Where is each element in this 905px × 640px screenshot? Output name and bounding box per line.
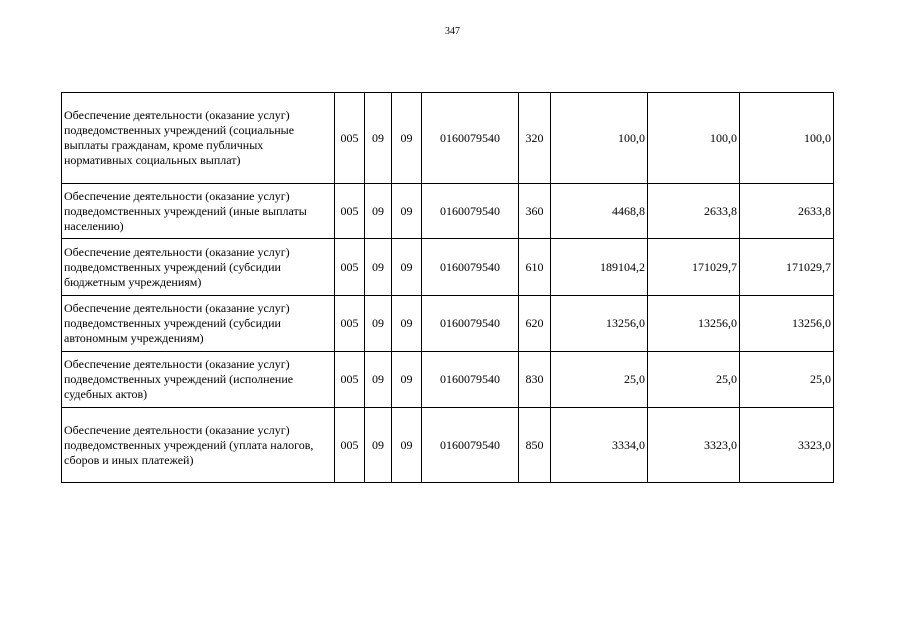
amount-cell-2: 171029,7 bbox=[648, 239, 740, 296]
expense-type-cell: 610 bbox=[519, 239, 551, 296]
target-code-cell: 0160079540 bbox=[422, 296, 519, 352]
page-number: 347 bbox=[445, 26, 460, 37]
admin-code-cell: 005 bbox=[335, 352, 365, 408]
table-row bbox=[62, 352, 834, 408]
table-row bbox=[62, 184, 834, 239]
amount-cell-2: 100,0 bbox=[648, 93, 740, 184]
amount-cell-3: 3323,0 bbox=[740, 408, 834, 483]
table-row bbox=[62, 93, 834, 184]
target-code-cell: 0160079540 bbox=[422, 239, 519, 296]
subsection-code-cell: 09 bbox=[392, 352, 422, 408]
admin-code-cell: 005 bbox=[335, 296, 365, 352]
section-code-cell: 09 bbox=[365, 93, 392, 184]
subsection-code-cell: 09 bbox=[392, 296, 422, 352]
table-row bbox=[62, 296, 834, 352]
amount-cell-1: 25,0 bbox=[551, 352, 648, 408]
amount-cell-3: 171029,7 bbox=[740, 239, 834, 296]
expense-name-cell: Обеспечение деятельности (оказание услуг) подведомственных учреждений (субсидии автономным учреждениям) bbox=[62, 296, 335, 352]
target-code-cell: 0160079540 bbox=[422, 184, 519, 239]
subsection-code-cell: 09 bbox=[392, 408, 422, 483]
admin-code-cell: 005 bbox=[335, 239, 365, 296]
expense-name-cell: Обеспечение деятельности (оказание услуг) подведомственных учреждений (иные выплаты населению) bbox=[62, 184, 335, 239]
expense-type-cell: 620 bbox=[519, 296, 551, 352]
section-code-cell: 09 bbox=[365, 184, 392, 239]
amount-cell-2: 25,0 bbox=[648, 352, 740, 408]
section-code-cell: 09 bbox=[365, 296, 392, 352]
subsection-code-cell: 09 bbox=[392, 93, 422, 184]
amount-cell-2: 13256,0 bbox=[648, 296, 740, 352]
expense-type-cell: 320 bbox=[519, 93, 551, 184]
admin-code-cell: 005 bbox=[335, 408, 365, 483]
expense-type-cell: 830 bbox=[519, 352, 551, 408]
expense-name-cell: Обеспечение деятельности (оказание услуг) подведомственных учреждений (социальные выплаты гражданам, кроме публичных нормативных социальных выплат) bbox=[62, 93, 335, 184]
amount-cell-1: 100,0 bbox=[551, 93, 648, 184]
budget-table bbox=[61, 92, 834, 483]
table-row bbox=[62, 239, 834, 296]
amount-cell-1: 13256,0 bbox=[551, 296, 648, 352]
target-code-cell: 0160079540 bbox=[422, 408, 519, 483]
amount-cell-1: 4468,8 bbox=[551, 184, 648, 239]
amount-cell-1: 189104,2 bbox=[551, 239, 648, 296]
expense-name-cell: Обеспечение деятельности (оказание услуг) подведомственных учреждений (исполнение судебных актов) bbox=[62, 352, 335, 408]
admin-code-cell: 005 bbox=[335, 184, 365, 239]
subsection-code-cell: 09 bbox=[392, 184, 422, 239]
amount-cell-2: 3323,0 bbox=[648, 408, 740, 483]
section-code-cell: 09 bbox=[365, 352, 392, 408]
target-code-cell: 0160079540 bbox=[422, 352, 519, 408]
expense-name-cell: Обеспечение деятельности (оказание услуг) подведомственных учреждений (уплата налогов, сборов и иных платежей) bbox=[62, 408, 335, 483]
amount-cell-3: 100,0 bbox=[740, 93, 834, 184]
amount-cell-1: 3334,0 bbox=[551, 408, 648, 483]
admin-code-cell: 005 bbox=[335, 93, 365, 184]
expense-type-cell: 850 bbox=[519, 408, 551, 483]
table-row bbox=[62, 408, 834, 483]
amount-cell-3: 13256,0 bbox=[740, 296, 834, 352]
section-code-cell: 09 bbox=[365, 239, 392, 296]
target-code-cell: 0160079540 bbox=[422, 93, 519, 184]
amount-cell-3: 2633,8 bbox=[740, 184, 834, 239]
subsection-code-cell: 09 bbox=[392, 239, 422, 296]
amount-cell-2: 2633,8 bbox=[648, 184, 740, 239]
amount-cell-3: 25,0 bbox=[740, 352, 834, 408]
section-code-cell: 09 bbox=[365, 408, 392, 483]
expense-name-cell: Обеспечение деятельности (оказание услуг) подведомственных учреждений (субсидии бюджетным учреждениям) bbox=[62, 239, 335, 296]
expense-type-cell: 360 bbox=[519, 184, 551, 239]
